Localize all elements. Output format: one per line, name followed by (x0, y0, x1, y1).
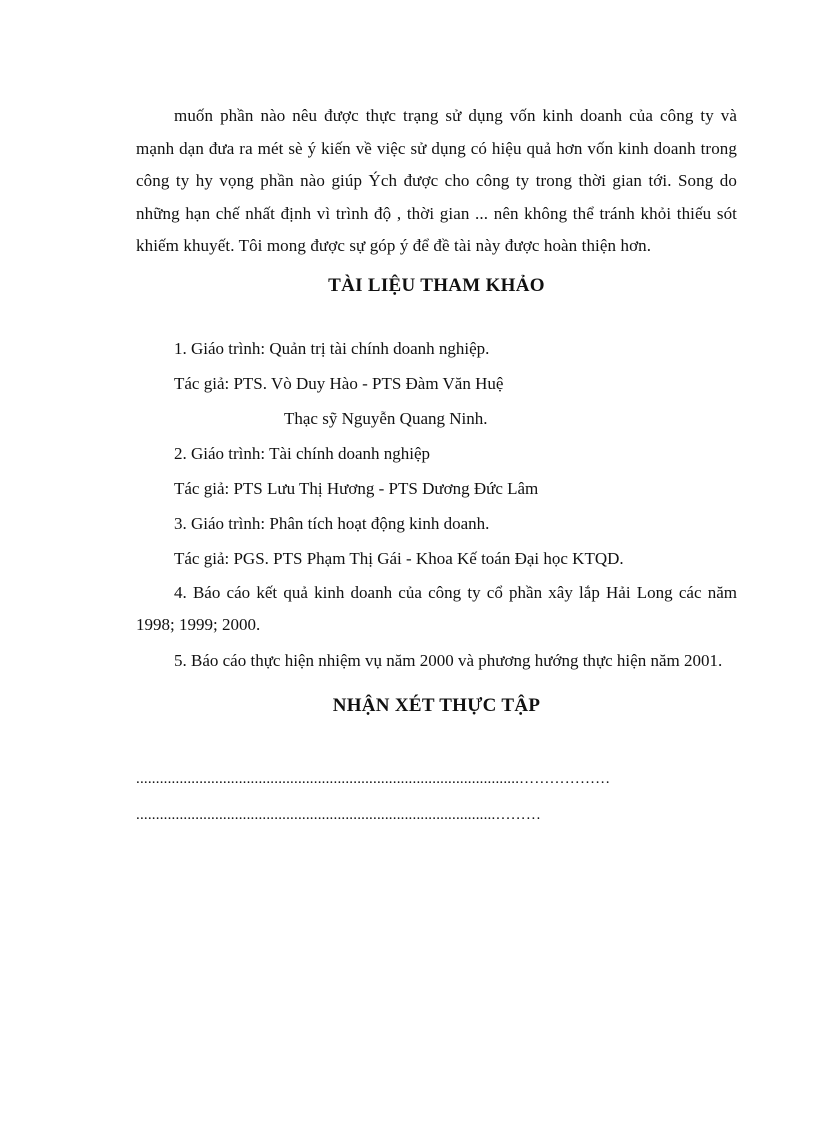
reference-1-title: 1. Giáo trình: Quản trị tài chính doanh nghiệp. (174, 338, 490, 358)
reference-3-title: 3. Giáo trình: Phân tích hoạt động kinh doanh. (174, 513, 490, 533)
intro-paragraph: muốn phần nào nêu được thực trạng sử dụng vốn kinh doanh của công ty và mạnh dạn đưa ra mét sè ý kiến về việc sử dụng có hiệu quả hơn vốn kinh doanh trong công ty hy vọng phần nào giúp Ých được cho công ty trong thời gian tới. Song do những hạn chế nhất định vì trình độ , thời gian ... nên không thể tránh khỏi thiếu sót khiếm khuyết. Tôi mong được sự góp ý để đề tài này được hoàn thiện hơn. (136, 106, 737, 255)
references-title: TÀI LIỆU THAM KHẢO (328, 274, 545, 296)
reference-3-authors: Tác giả: PGS. PTS Phạm Thị Gái - Khoa Kế toán Đại học KTQD. (174, 548, 624, 568)
evaluation-line-2: ...........................................................................................……… (136, 807, 542, 823)
reference-4: 4. Báo cáo kết quả kinh doanh của công ty cổ phần xây lắp Hải Long các năm 1998; 1999; 2000. (136, 582, 737, 634)
reference-2-title: 2. Giáo trình: Tài chính doanh nghiệp (174, 443, 431, 463)
page-content (136, 100, 737, 833)
reference-2-authors: Tác giả: PTS Lưu Thị Hương - PTS Dương Đức Lâm (174, 478, 539, 498)
references-list (136, 331, 737, 680)
reference-1-authors: Tác giả: PTS. Vò Duy Hào - PTS Đàm Văn Huệ (174, 373, 504, 393)
evaluation-line-1: .................................................................................................……………… (136, 771, 611, 787)
reference-1-authors-continued: Thạc sỹ Nguyễn Quang Ninh. (284, 408, 488, 428)
evaluation-lines (136, 761, 737, 833)
reference-5: 5. Báo cáo thực hiện nhiệm vụ năm 2000 và phương hướng thực hiện năm 2001. (174, 650, 723, 670)
evaluation-title: NHẬN XÉT THỰC TẬP (332, 695, 541, 716)
